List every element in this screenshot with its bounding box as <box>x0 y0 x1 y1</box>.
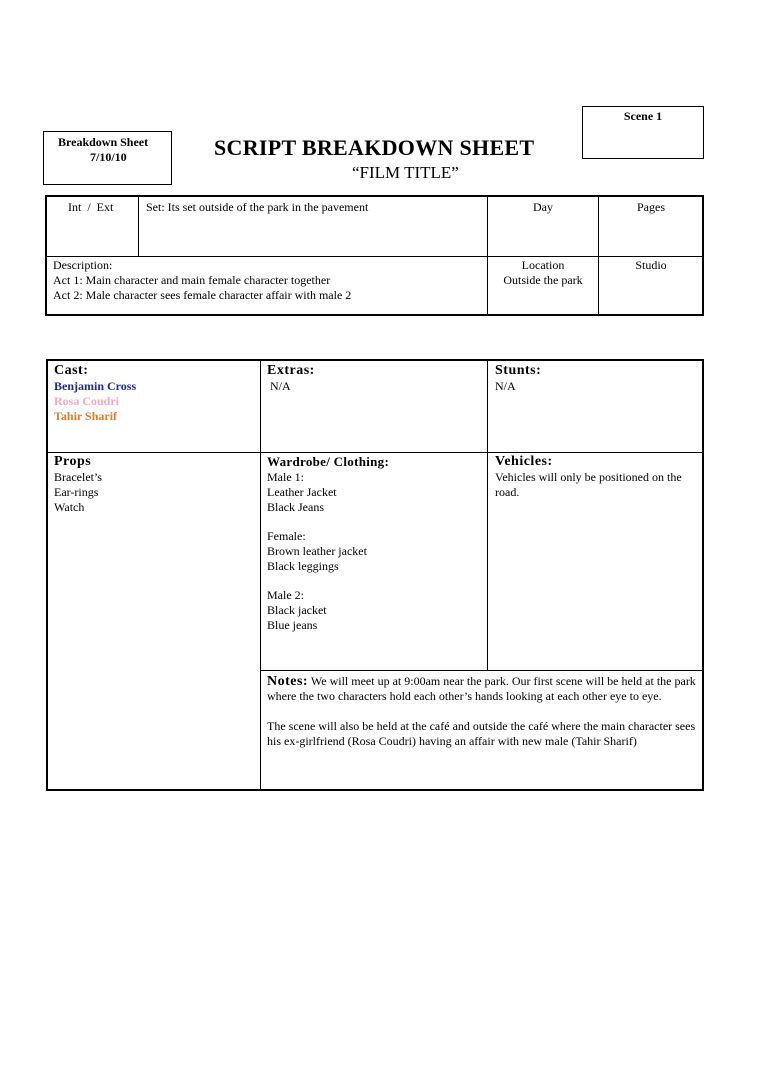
page-title: SCRIPT BREAKDOWN SHEET <box>214 135 535 160</box>
wardrobe-label: Wardrobe/ Clothing: <box>267 454 390 469</box>
cast-member: Tahir Sharif <box>54 409 118 423</box>
date-box-date: 7/10/10 <box>90 150 127 164</box>
wardrobe-heading: Male 2: <box>267 588 304 602</box>
vehicles-text: Vehicles will only be positioned on the road. <box>495 470 682 499</box>
stunts-cell <box>495 363 695 394</box>
scene-label: Scene 1 <box>623 109 663 123</box>
day-label: Day <box>533 200 553 214</box>
props-item: Ear-rings <box>54 485 99 499</box>
act-1: Act 1: Main character and main female character together <box>53 273 331 287</box>
location-value: Outside the park <box>503 273 583 287</box>
vehicles-label: Vehicles: <box>495 454 553 469</box>
description-block <box>53 258 483 303</box>
extras-value: N/A <box>270 379 291 393</box>
notes-para-1 <box>267 674 697 704</box>
extras-cell <box>267 363 482 394</box>
wardrobe-item: Black leggings <box>267 559 339 573</box>
act-2: Act 2: Male character sees female character affair with male 2 <box>53 288 352 302</box>
date-box-label: Breakdown Sheet <box>58 135 149 149</box>
props-label: Props <box>54 454 92 469</box>
wardrobe-heading: Female: <box>267 529 306 543</box>
stunts-value: N/A <box>495 379 516 393</box>
extras-label: Extras: <box>267 363 315 378</box>
notes-text-1: We will meet up at 9:00am near the park. Our first scene will be held at the park where the two characters hold each other’s hands looking at each other eye to eye. <box>267 674 696 703</box>
set-description: Set: Its set outside of the park in the pavement <box>146 200 369 214</box>
cast-member: Rosa Coudri <box>54 394 120 408</box>
cast-label: Cast: <box>54 363 89 378</box>
wardrobe-item: Black Jeans <box>267 500 324 514</box>
scene-box <box>582 106 704 159</box>
cast-member: Benjamin Cross <box>54 379 137 393</box>
notes-label: Notes: <box>267 674 309 689</box>
location-label: Location <box>521 258 565 272</box>
cast-cell <box>54 363 254 424</box>
wardrobe-heading: Male 1: <box>267 470 304 484</box>
notes-text-2: The scene will also be held at the café and outside the café where the main character sees his ex-girlfriend (Rosa Coudri) having an affair with new male (Tahir Sharif) <box>267 719 696 748</box>
studio-label: Studio <box>635 258 667 272</box>
notes-cell <box>267 674 697 749</box>
description-label: Description: <box>53 258 113 272</box>
wardrobe-item: Leather Jacket <box>267 485 337 499</box>
int-ext: Int / Ext <box>68 200 114 214</box>
props-item: Bracelet’s <box>54 470 102 484</box>
vehicles-cell <box>495 454 695 500</box>
stunts-label: Stunts: <box>495 363 542 378</box>
wardrobe-item: Blue jeans <box>267 618 318 632</box>
wardrobe-item: Black jacket <box>267 603 327 617</box>
date-box <box>43 131 172 185</box>
props-item: Watch <box>54 500 85 514</box>
wardrobe-item: Brown leather jacket <box>267 544 367 558</box>
props-cell <box>54 454 254 515</box>
pages-label: Pages <box>637 200 665 214</box>
film-title: “FILM TITLE” <box>352 163 459 182</box>
wardrobe-cell <box>267 454 482 633</box>
location-block <box>488 258 598 288</box>
